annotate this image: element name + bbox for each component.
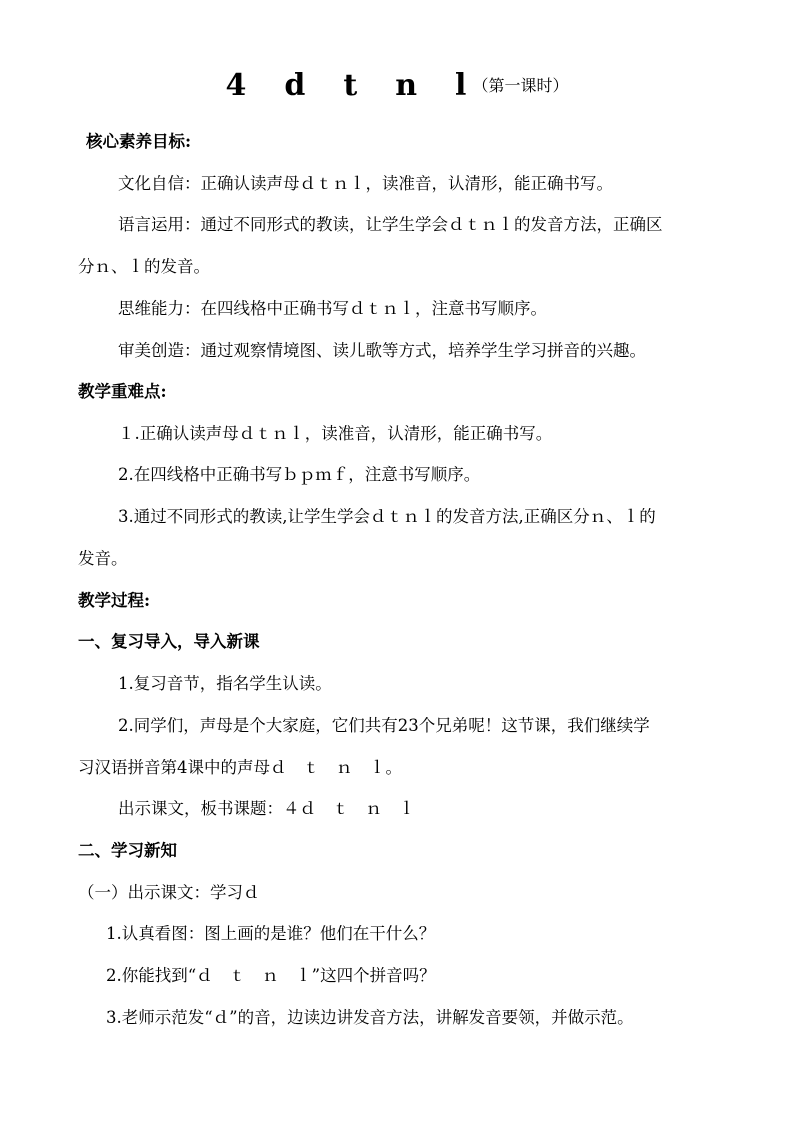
section-core-goals: 核心素养目标: — [86, 132, 192, 151]
goal-aesthetic: 审美创造：通过观察情境图、读儿歌等方式，培养学生学习拼音的兴趣。 — [118, 341, 646, 360]
part1-step2-line1: 2.同学们，声母是个大家庭，它们共有23个兄弟呢！这节课，我们继续学 — [118, 716, 650, 735]
part2-question2: 2.你能找到“ｄ ｔ ｎ ｌ”这四个拼音吗？ — [106, 966, 436, 985]
section-key-points: 教学重难点: — [78, 382, 167, 401]
part2-heading: 二、学习新知 — [78, 841, 177, 860]
title-number: 4 — [225, 68, 247, 103]
title-letter-t: t — [343, 68, 358, 103]
part1-step3: 出示课文，板书课题：４ｄ ｔ ｎ ｌ — [118, 799, 415, 818]
part1-heading: 一、复习导入，导入新课 — [78, 632, 260, 651]
goal-culture: 文化自信：正确认读声母ｄｔｎｌ，读准音，认清形，能正确书写。 — [118, 174, 613, 193]
section-process: 教学过程: — [78, 591, 151, 610]
title-letter-l: l — [455, 68, 467, 103]
part2-question1: 1.认真看图：图上画的是谁？他们在干什么？ — [106, 924, 436, 943]
part1-step1: 1.复习音节，指名学生认读。 — [118, 674, 332, 693]
title-letters — [226, 68, 473, 103]
title-letter-n: n — [395, 68, 418, 103]
key-point-3-line1: 3.通过不同形式的教读,让学生学会ｄｔｎｌ的发音方法,正确区分ｎ、ｌ的 — [118, 507, 656, 526]
key-point-1: １.正确认读声母ｄｔｎｌ，读准音，认清形，能正确书写。 — [118, 424, 553, 443]
goal-thinking: 思维能力：在四线格中正确书写ｄｔｎｌ，注意书写顺序。 — [118, 299, 547, 318]
title-subtitle: （第一课时） — [472, 76, 569, 95]
title-letter-d: d — [284, 68, 306, 103]
part1-step2-line2: 习汉语拼音第4课中的声母ｄ ｔ ｎ ｌ。 — [78, 758, 402, 777]
lesson-title — [0, 68, 794, 103]
key-point-2: 2.在四线格中正确书写ｂｐｍｆ，注意书写顺序。 — [118, 465, 481, 484]
goal-language-line2: 分ｎ、ｌ的发音。 — [78, 257, 210, 276]
goal-language-line1: 语言运用：通过不同形式的教读，让学生学会ｄｔｎｌ的发音方法，正确区 — [118, 215, 663, 234]
part2-question3: 3.老师示范发“ｄ”的音，边读边讲发音方法，讲解发音要领，并做示范。 — [106, 1008, 634, 1027]
part2-sub1: （一）出示课文：学习ｄ — [78, 883, 260, 902]
key-point-3-line2: 发音。 — [78, 549, 128, 568]
